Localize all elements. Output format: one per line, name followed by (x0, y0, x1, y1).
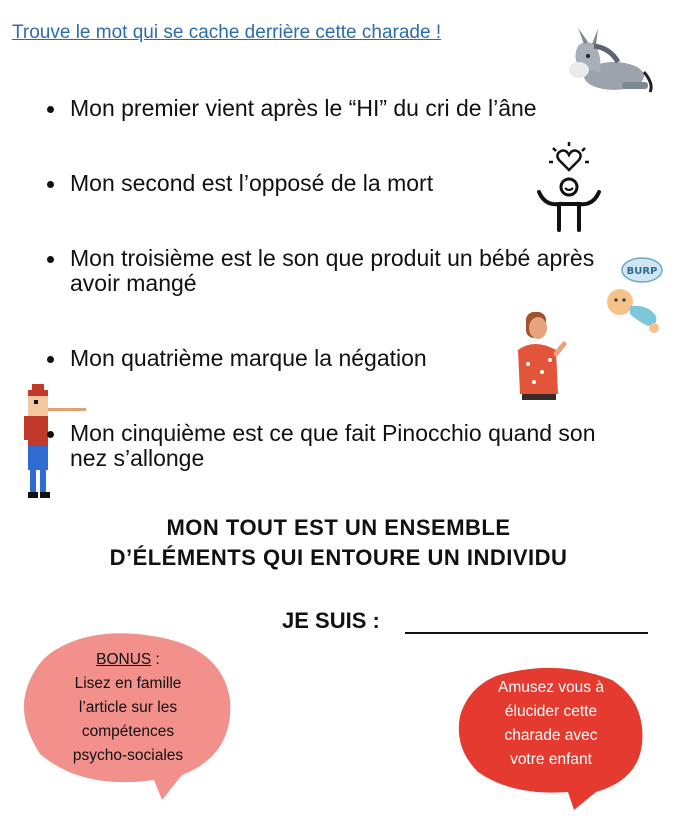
answer-line[interactable] (405, 632, 648, 634)
clue-item: Mon cinquième est ce que fait Pinocchio quand son nez s’allonge (38, 421, 628, 471)
note-line: charade avec (504, 727, 598, 744)
bonus-bubble: BONUS : Lisez en famille l’article sur les compétences psycho-sociales (22, 630, 234, 790)
note-bubble (456, 664, 646, 804)
clue-item: Mon second est l’opposé de la mort (38, 171, 628, 196)
note-line: Amusez vous à (498, 679, 604, 696)
note-line: votre enfant (510, 751, 592, 768)
clue-item: Mon premier vient après le “HI” du cri de l’âne (38, 96, 628, 121)
bonus-line: compétences (81, 723, 175, 740)
bonus-line: l’article sur les (78, 699, 178, 716)
bonus-heading: BONUS (96, 651, 152, 668)
conclusion-line: MON TOUT EST UN ENSEMBLE (166, 515, 511, 540)
answer-label: JE SUIS : (282, 608, 380, 633)
clue-item: Mon quatrième marque la négation (38, 346, 628, 371)
bonus-line: psycho-sociales (72, 747, 184, 764)
svg-text:BURP: BURP (626, 266, 658, 277)
page-title[interactable]: Trouve le mot qui se cache derrière cette charade ! (12, 22, 442, 43)
bonus-line: Lisez en famille (74, 675, 182, 692)
donkey-icon (566, 28, 656, 96)
conclusion-line: D’ÉLÉMENTS QUI ENTOURE UN INDIVIDU (109, 545, 568, 570)
conclusion (0, 513, 677, 573)
clue-item: Mon troisième est le son que produit un bébé après avoir mangé (38, 246, 628, 296)
note-line: élucider cette (504, 703, 598, 720)
